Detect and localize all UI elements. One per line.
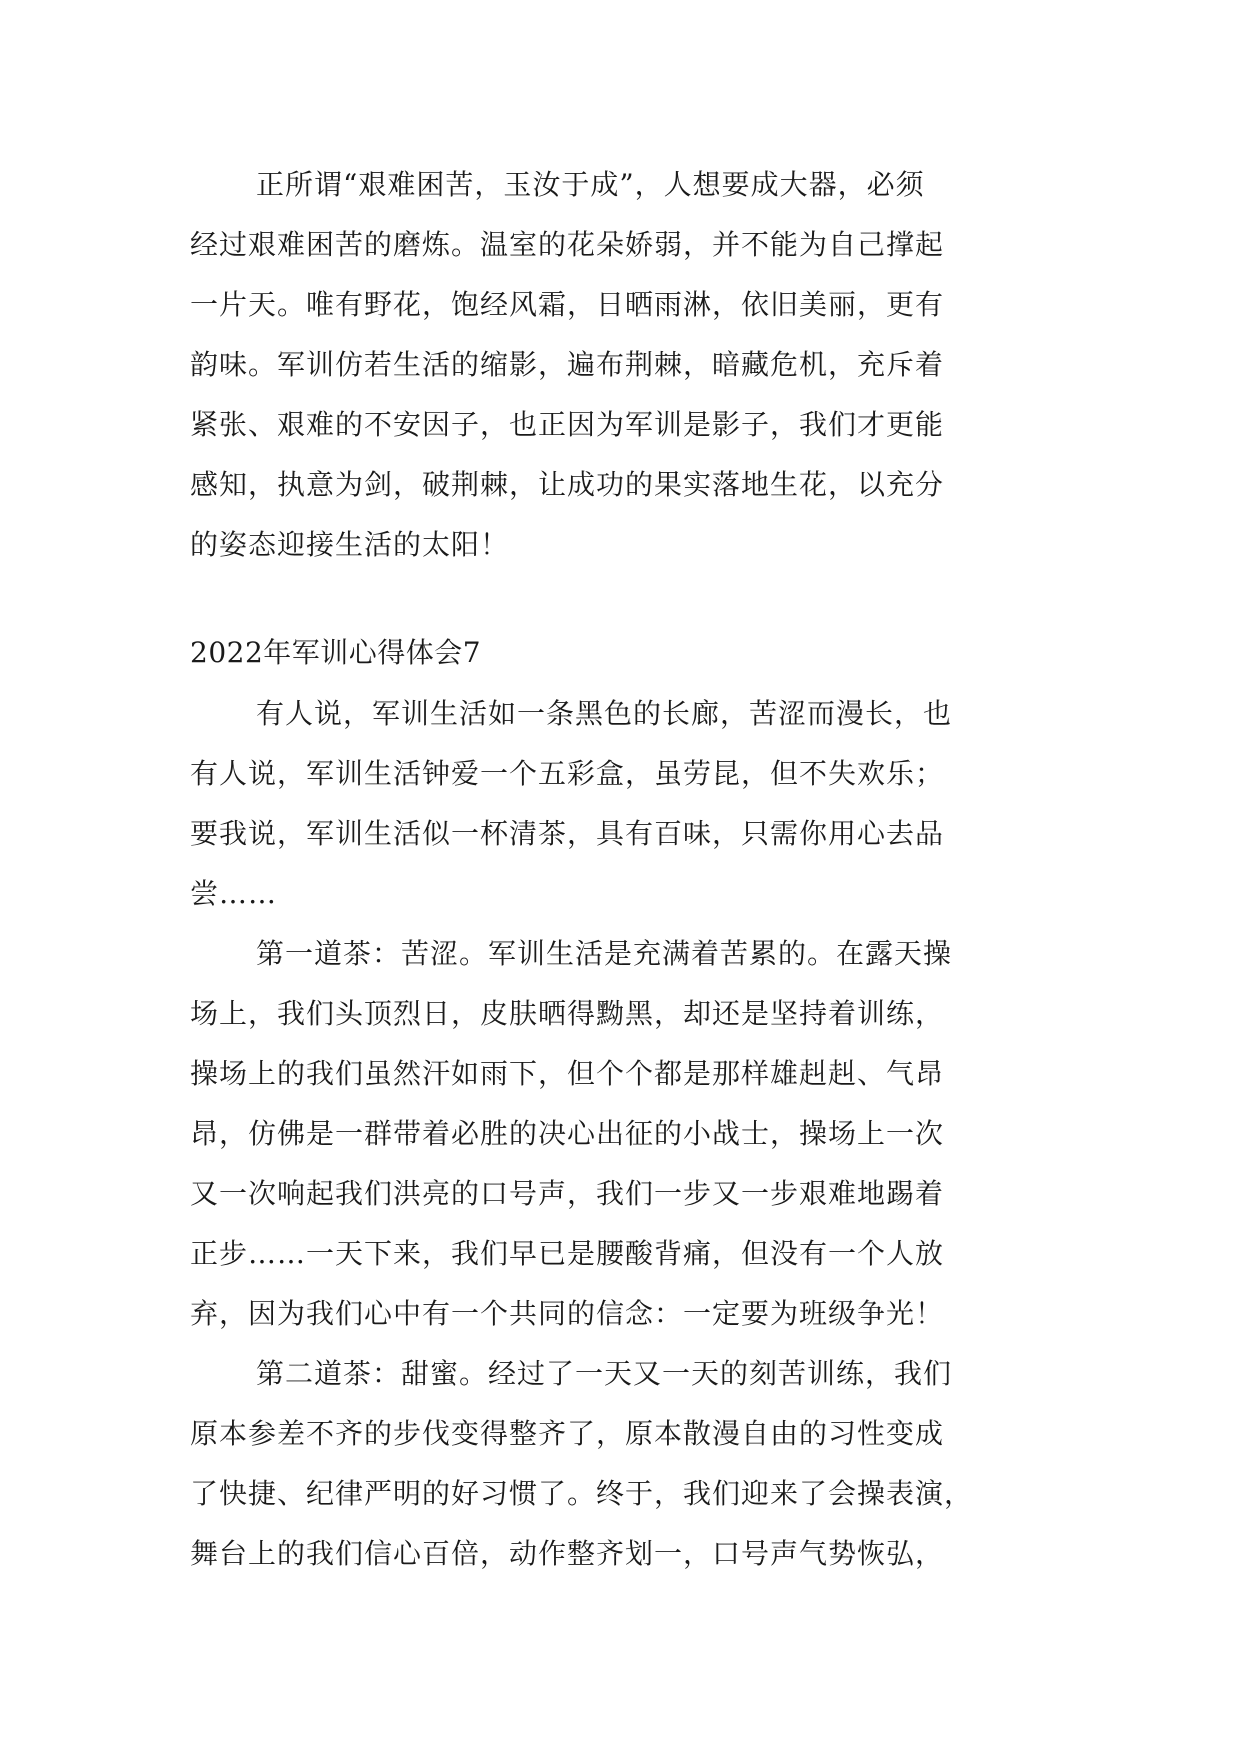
text-line: 弃，因为我们心中有一个共同的信念：一定要为班级争光！ [190, 1297, 945, 1330]
text-line: 经过艰难困苦的磨炼。温室的花朵娇弱，并不能为自己撑起 [190, 228, 945, 261]
text-line: 操场上的我们虽然汗如雨下，但个个都是那样雄赳赳、气昂 [190, 1057, 945, 1090]
paragraph-intro [190, 684, 1050, 924]
text-line: 昂，仿佛是一群带着必胜的决心出征的小战士，操场上一次 [190, 1117, 945, 1150]
text-line: 尝…… [190, 877, 278, 910]
text-line: 有人说，军训生活如一条黑色的长廊，苦涩而漫长，也 [256, 697, 953, 730]
text-line: 第二道茶：甜蜜。经过了一天又一天的刻苦训练，我们 [256, 1357, 953, 1390]
paragraph-hardship [190, 155, 1050, 575]
text-line: 了快捷、纪律严明的好习惯了。终于，我们迎来了会操表演， [190, 1477, 974, 1510]
section-title: 2022年军训心得体会7 [190, 636, 482, 669]
text-line: 要我说，军训生活似一杯清茶，具有百味，只需你用心去品 [190, 817, 945, 850]
text-line: 舞台上的我们信心百倍，动作整齐划一，口号声气势恢弘， [190, 1537, 945, 1570]
text-line: 紧张、艰难的不安因子，也正因为军训是影子，我们才更能 [190, 408, 945, 441]
text-line: 又一次响起我们洪亮的口号声，我们一步又一步艰难地踢着 [190, 1177, 945, 1210]
text-line: 场上，我们头顶烈日，皮肤晒得黝黑，却还是坚持着训练， [190, 997, 945, 1030]
text-line: 正所谓“艰难困苦，玉汝于成”，人想要成大器，必须 [256, 168, 925, 201]
text-line: 韵味。军训仿若生活的缩影，遍布荆棘，暗藏危机，充斥着 [190, 348, 945, 381]
essay-section [190, 622, 1050, 1584]
paragraph-second-tea [190, 1344, 1050, 1584]
text-line: 的姿态迎接生活的太阳！ [190, 528, 510, 561]
text-line: 第一道茶：苦涩。军训生活是充满着苦累的。在露天操 [256, 937, 953, 970]
text-line: 原本参差不齐的步伐变得整齐了，原本散漫自由的习性变成 [190, 1417, 945, 1450]
text-line: 一片天。唯有野花，饱经风霜，日晒雨淋，依旧美丽，更有 [190, 288, 945, 321]
text-line: 正步……一天下来，我们早已是腰酸背痛，但没有一个人放 [190, 1237, 945, 1270]
text-line: 感知，执意为剑，破荆棘，让成功的果实落地生花，以充分 [190, 468, 945, 501]
paragraph-first-tea [190, 924, 1050, 1344]
text-line: 有人说，军训生活钟爱一个五彩盒，虽劳昆，但不失欢乐； [190, 757, 945, 790]
